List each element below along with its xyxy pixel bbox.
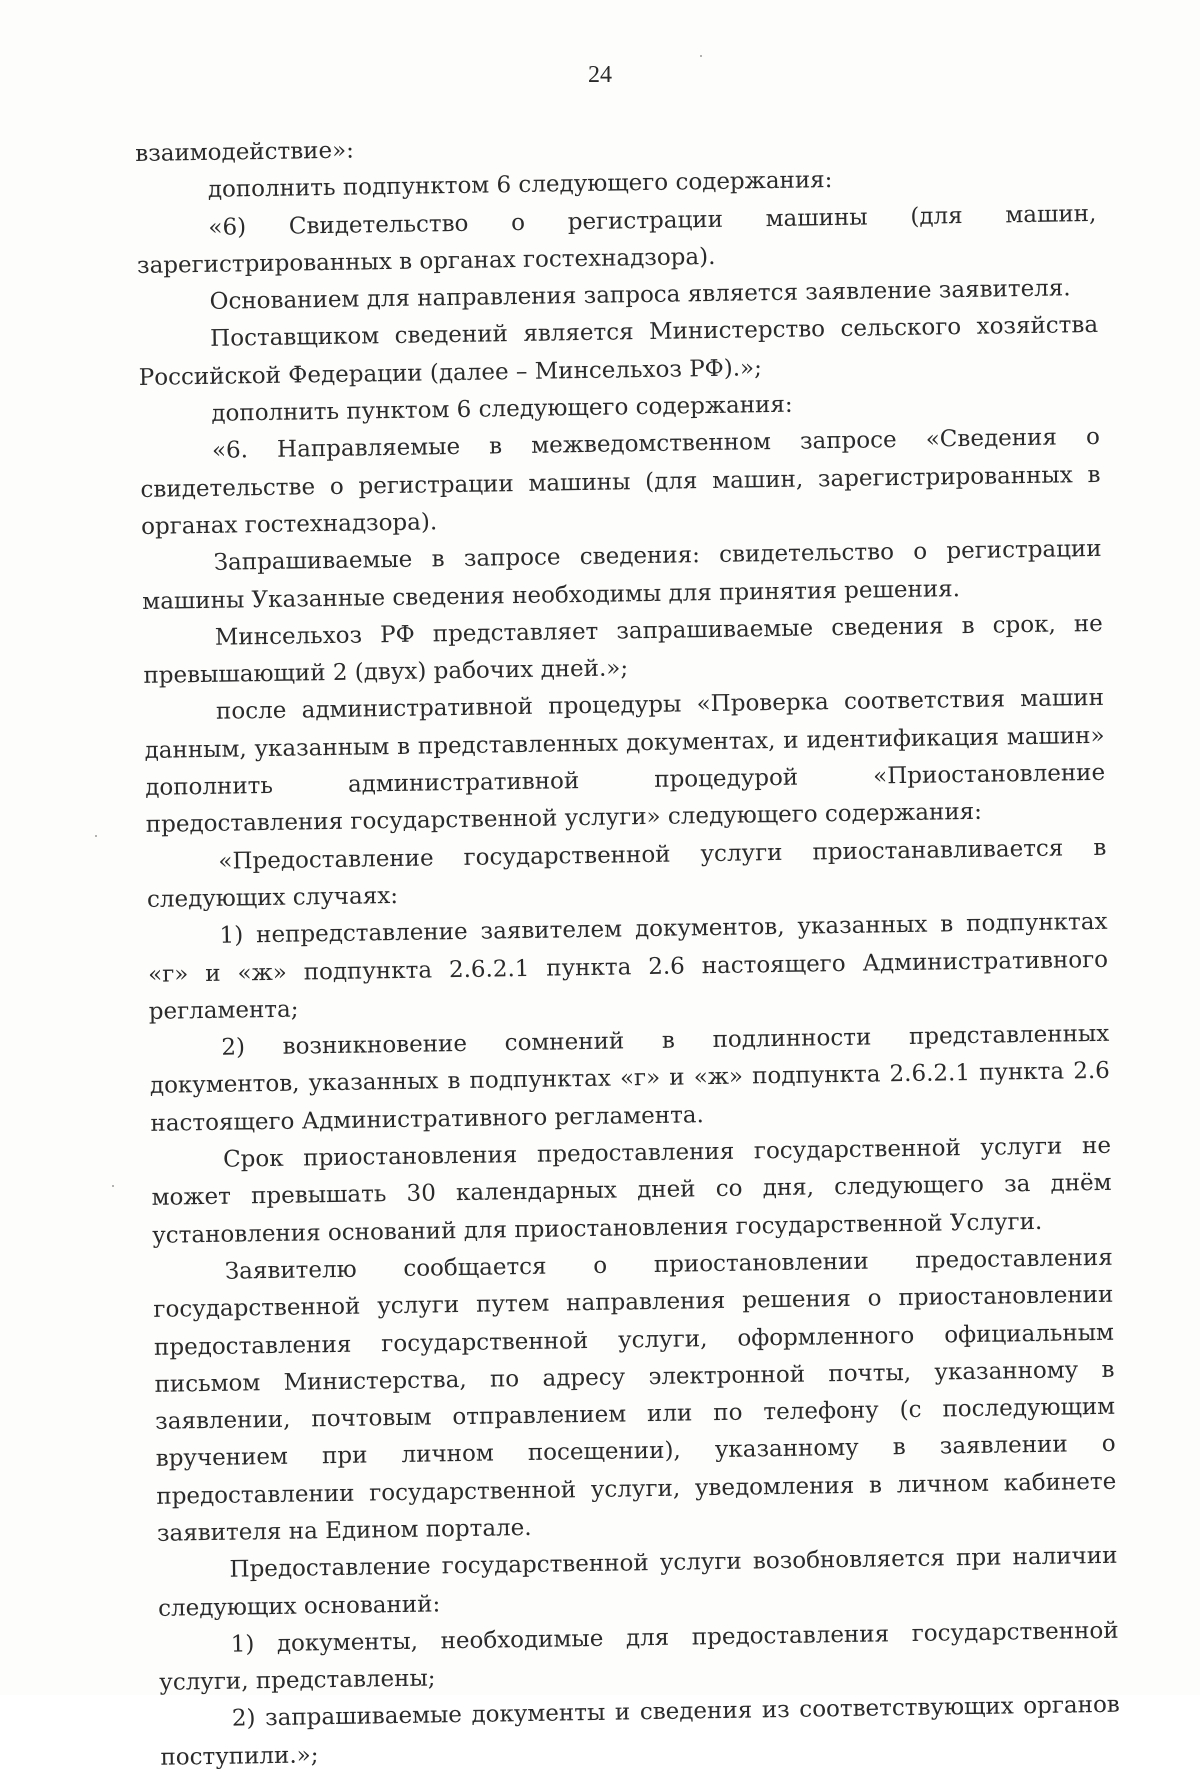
paragraph: Запрашиваемые в запросе сведения: свидетельство о регистрации машины Указанные сведения необходимы для принятия решения.	[142, 536, 1102, 615]
paragraph: дополнить пунктом 6 следующего содержания:	[211, 391, 793, 427]
paragraph: 1) документы, необходимые для предоставления государственной услуги, представлены;	[159, 1617, 1119, 1696]
paragraph: взаимодействие»:	[135, 137, 355, 167]
paragraph: 2) возникновение сомнений в подлинности представленных документов, указанных в подпунктах «г» и «ж» подпункта 2.6.2.1 пункта 2.6 настоящего Административного регламента.	[149, 1020, 1111, 1137]
paragraph: дополнить подпунктом 6 следующего содержания:	[207, 167, 833, 204]
paragraph: 1) непредставление заявителем документов, указанных в подпунктах «г» и «ж» подпункта 2.6.2.1 пункта 2.6 настоящего Административного регламента;	[147, 909, 1109, 1025]
paragraph: Предоставление государственной услуги возобновляется при наличии следующих оснований:	[157, 1543, 1118, 1622]
scan-speck	[700, 55, 702, 57]
paragraph: «6) Свидетельство о регистрации машины (для машин, зарегистрированных в органах гостехнадзора).	[136, 200, 1097, 279]
scan-speck	[95, 835, 97, 837]
paragraph: Минсельхоз РФ представляет запрашиваемые сведения в срок, не превышающий 2 (двух) рабочих дней.»;	[143, 610, 1103, 690]
paragraph: Основанием для направления запроса является заявление заявителя.	[209, 275, 1071, 316]
page-number: 24	[588, 62, 612, 88]
paragraph: Срок приостановления предоставления государственной услуги не может превышать 30 календарных дней со дня, следующего за днём установления оснований для приостановления государственной Услуги.	[151, 1132, 1112, 1249]
paragraph: после административной процедуры «Проверка соответствия машин данным, указанным в представленных документах, и идентификация машин» дополнить административной процедурой «Приостановление предоставления государственной услуги» следующего содержания:	[144, 685, 1106, 839]
scan-speck	[112, 1185, 114, 1187]
document-body	[135, 121, 1121, 1777]
paragraph: «Предоставление государственной услуги приостанавливается в следующих случаях:	[146, 834, 1107, 913]
paragraph: Заявителю сообщается о приостановлении предоставления государственной услуги путем направления решения о приостановлении предоставления государственной услуги, оформленного официальным письмом Министерства, по адресу электронной почты, указанному в заявлении, почтовым отправлением или по телефону (с последующим вручением при личном посещении), указанному в заявлении о предоставлении государственной услуги, уведомления в личном кабинете заявителя на Едином портале.	[153, 1244, 1117, 1547]
paragraph: 2) запрашиваемые документы и сведения из соответствующих органов поступили.»;	[160, 1692, 1120, 1771]
paragraph: Поставщиком сведений является Министерство сельского хозяйства Российской Федерации (далее – Минсельхоз РФ).»;	[138, 312, 1099, 391]
paragraph: «6. Направляемые в межведомственном запросе «Сведения о свидетельстве о регистрации машины (для машин, зарегистрированных в органах гостехнадзора).	[140, 424, 1101, 540]
